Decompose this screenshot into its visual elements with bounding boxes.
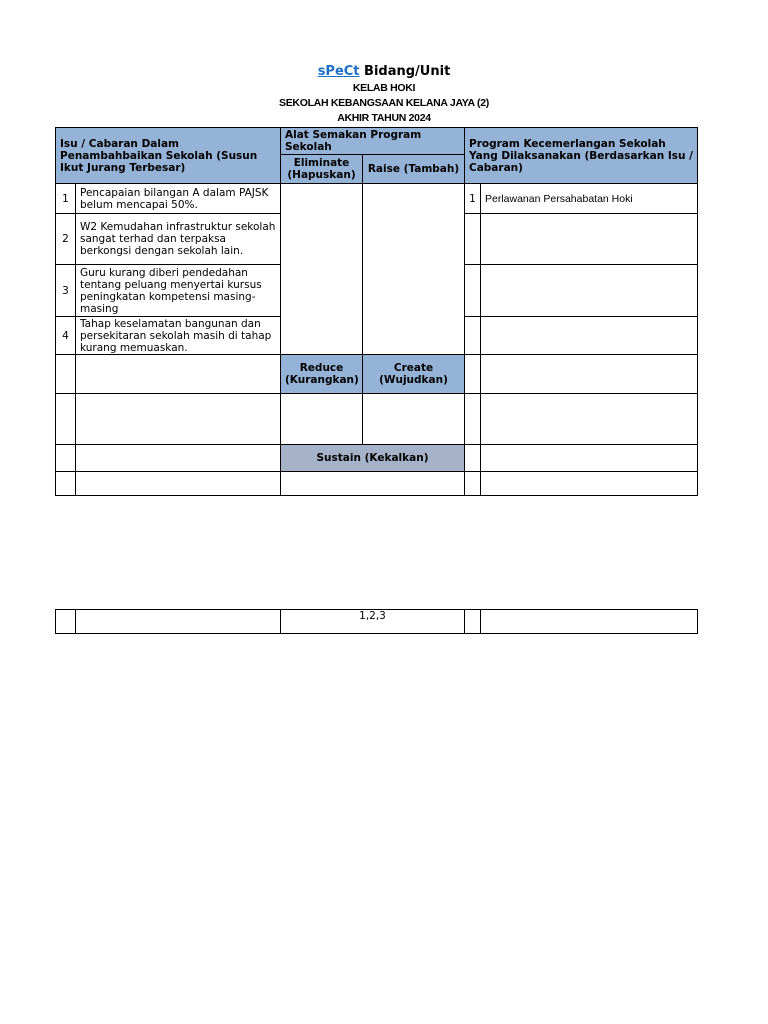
- spect-link[interactable]: sPeCt: [317, 64, 360, 79]
- program-text-cell[interactable]: [481, 394, 698, 445]
- reduce-cell[interactable]: [281, 394, 363, 445]
- analysis-table: [55, 127, 698, 496]
- document-title: [0, 64, 768, 79]
- subtitle-school: SEKOLAH KEBANGSAAN KELANA JAYA (2): [279, 97, 489, 109]
- program-text-cell[interactable]: [481, 355, 698, 394]
- eliminate-cell[interactable]: [281, 184, 363, 355]
- issue-number-cell[interactable]: [56, 472, 76, 496]
- program-number-cell[interactable]: [465, 317, 481, 355]
- issue-number: 3: [56, 265, 76, 317]
- issue-number-cell[interactable]: [56, 355, 76, 394]
- issue-text-cell[interactable]: [76, 355, 281, 394]
- sustain-cell[interactable]: [281, 472, 465, 496]
- program-number-cell[interactable]: [465, 265, 481, 317]
- reduce-header: Reduce (Kurangkan): [281, 355, 363, 394]
- issue-text: Tahap keselamatan bangunan dan persekitaran sekolah masih di tahap kurang memuaskan.: [76, 317, 281, 355]
- create-cell[interactable]: [363, 394, 465, 445]
- program-number-cell[interactable]: [465, 472, 481, 496]
- issue-number: 4: [56, 317, 76, 355]
- issue-text: Guru kurang diberi pendedahan tentang peluang menyertai kursus peningkatan kompetensi masing-masing: [76, 265, 281, 317]
- bottom-number-cell[interactable]: [56, 610, 76, 634]
- title-text: Bidang/Unit: [359, 64, 451, 79]
- program-number-cell[interactable]: [465, 445, 481, 472]
- program-text: Perlawanan Persahabatan Hoki: [481, 184, 698, 214]
- raise-cell[interactable]: [363, 184, 465, 355]
- program-text-cell[interactable]: [481, 472, 698, 496]
- program-text-cell[interactable]: [481, 265, 698, 317]
- issue-text-cell[interactable]: [76, 472, 281, 496]
- program-number-cell[interactable]: [465, 214, 481, 265]
- issue-text-cell[interactable]: [76, 394, 281, 445]
- bottom-program-number-cell[interactable]: [465, 610, 481, 634]
- bottom-table: [55, 609, 698, 634]
- issue-text-cell[interactable]: [76, 445, 281, 472]
- issue-number-cell[interactable]: [56, 445, 76, 472]
- program-text-cell[interactable]: [481, 214, 698, 265]
- subtitle-year: AKHIR TAHUN 2024: [337, 112, 431, 124]
- create-header: Create (Wujudkan): [363, 355, 465, 394]
- issue-text: W2 Kemudahan infrastruktur sekolah sangat terhad dan terpaksa berkongsi dengan sekolah lain.: [76, 214, 281, 265]
- sustain-header: Sustain (Kekalkan): [281, 445, 465, 472]
- issue-text: Pencapaian bilangan A dalam PAJSK belum mencapai 50%.: [76, 184, 281, 214]
- bottom-middle-cell: 1,2,3: [281, 610, 465, 634]
- program-number-cell[interactable]: [465, 355, 481, 394]
- program-header: Program Kecemerlangan Sekolah Yang Dilaksanakan (Berdasarkan Isu / Cabaran): [465, 128, 698, 184]
- tool-header: Alat Semakan Program Sekolah: [281, 128, 465, 155]
- program-text-cell[interactable]: [481, 317, 698, 355]
- program-number: 1: [465, 184, 481, 214]
- eliminate-header: Eliminate (Hapuskan): [281, 155, 363, 184]
- program-number-cell[interactable]: [465, 394, 481, 445]
- issue-number-cell[interactable]: [56, 394, 76, 445]
- bottom-program-text-cell[interactable]: [481, 610, 698, 634]
- bottom-text-cell[interactable]: [76, 610, 281, 634]
- program-text-cell[interactable]: [481, 445, 698, 472]
- issue-number: 1: [56, 184, 76, 214]
- raise-header: Raise (Tambah): [363, 155, 465, 184]
- issues-header: Isu / Cabaran Dalam Penambahbaikan Sekolah (Susun Ikut Jurang Terbesar): [56, 128, 281, 184]
- issue-number: 2: [56, 214, 76, 265]
- subtitle-club: KELAB HOKI: [352, 82, 416, 94]
